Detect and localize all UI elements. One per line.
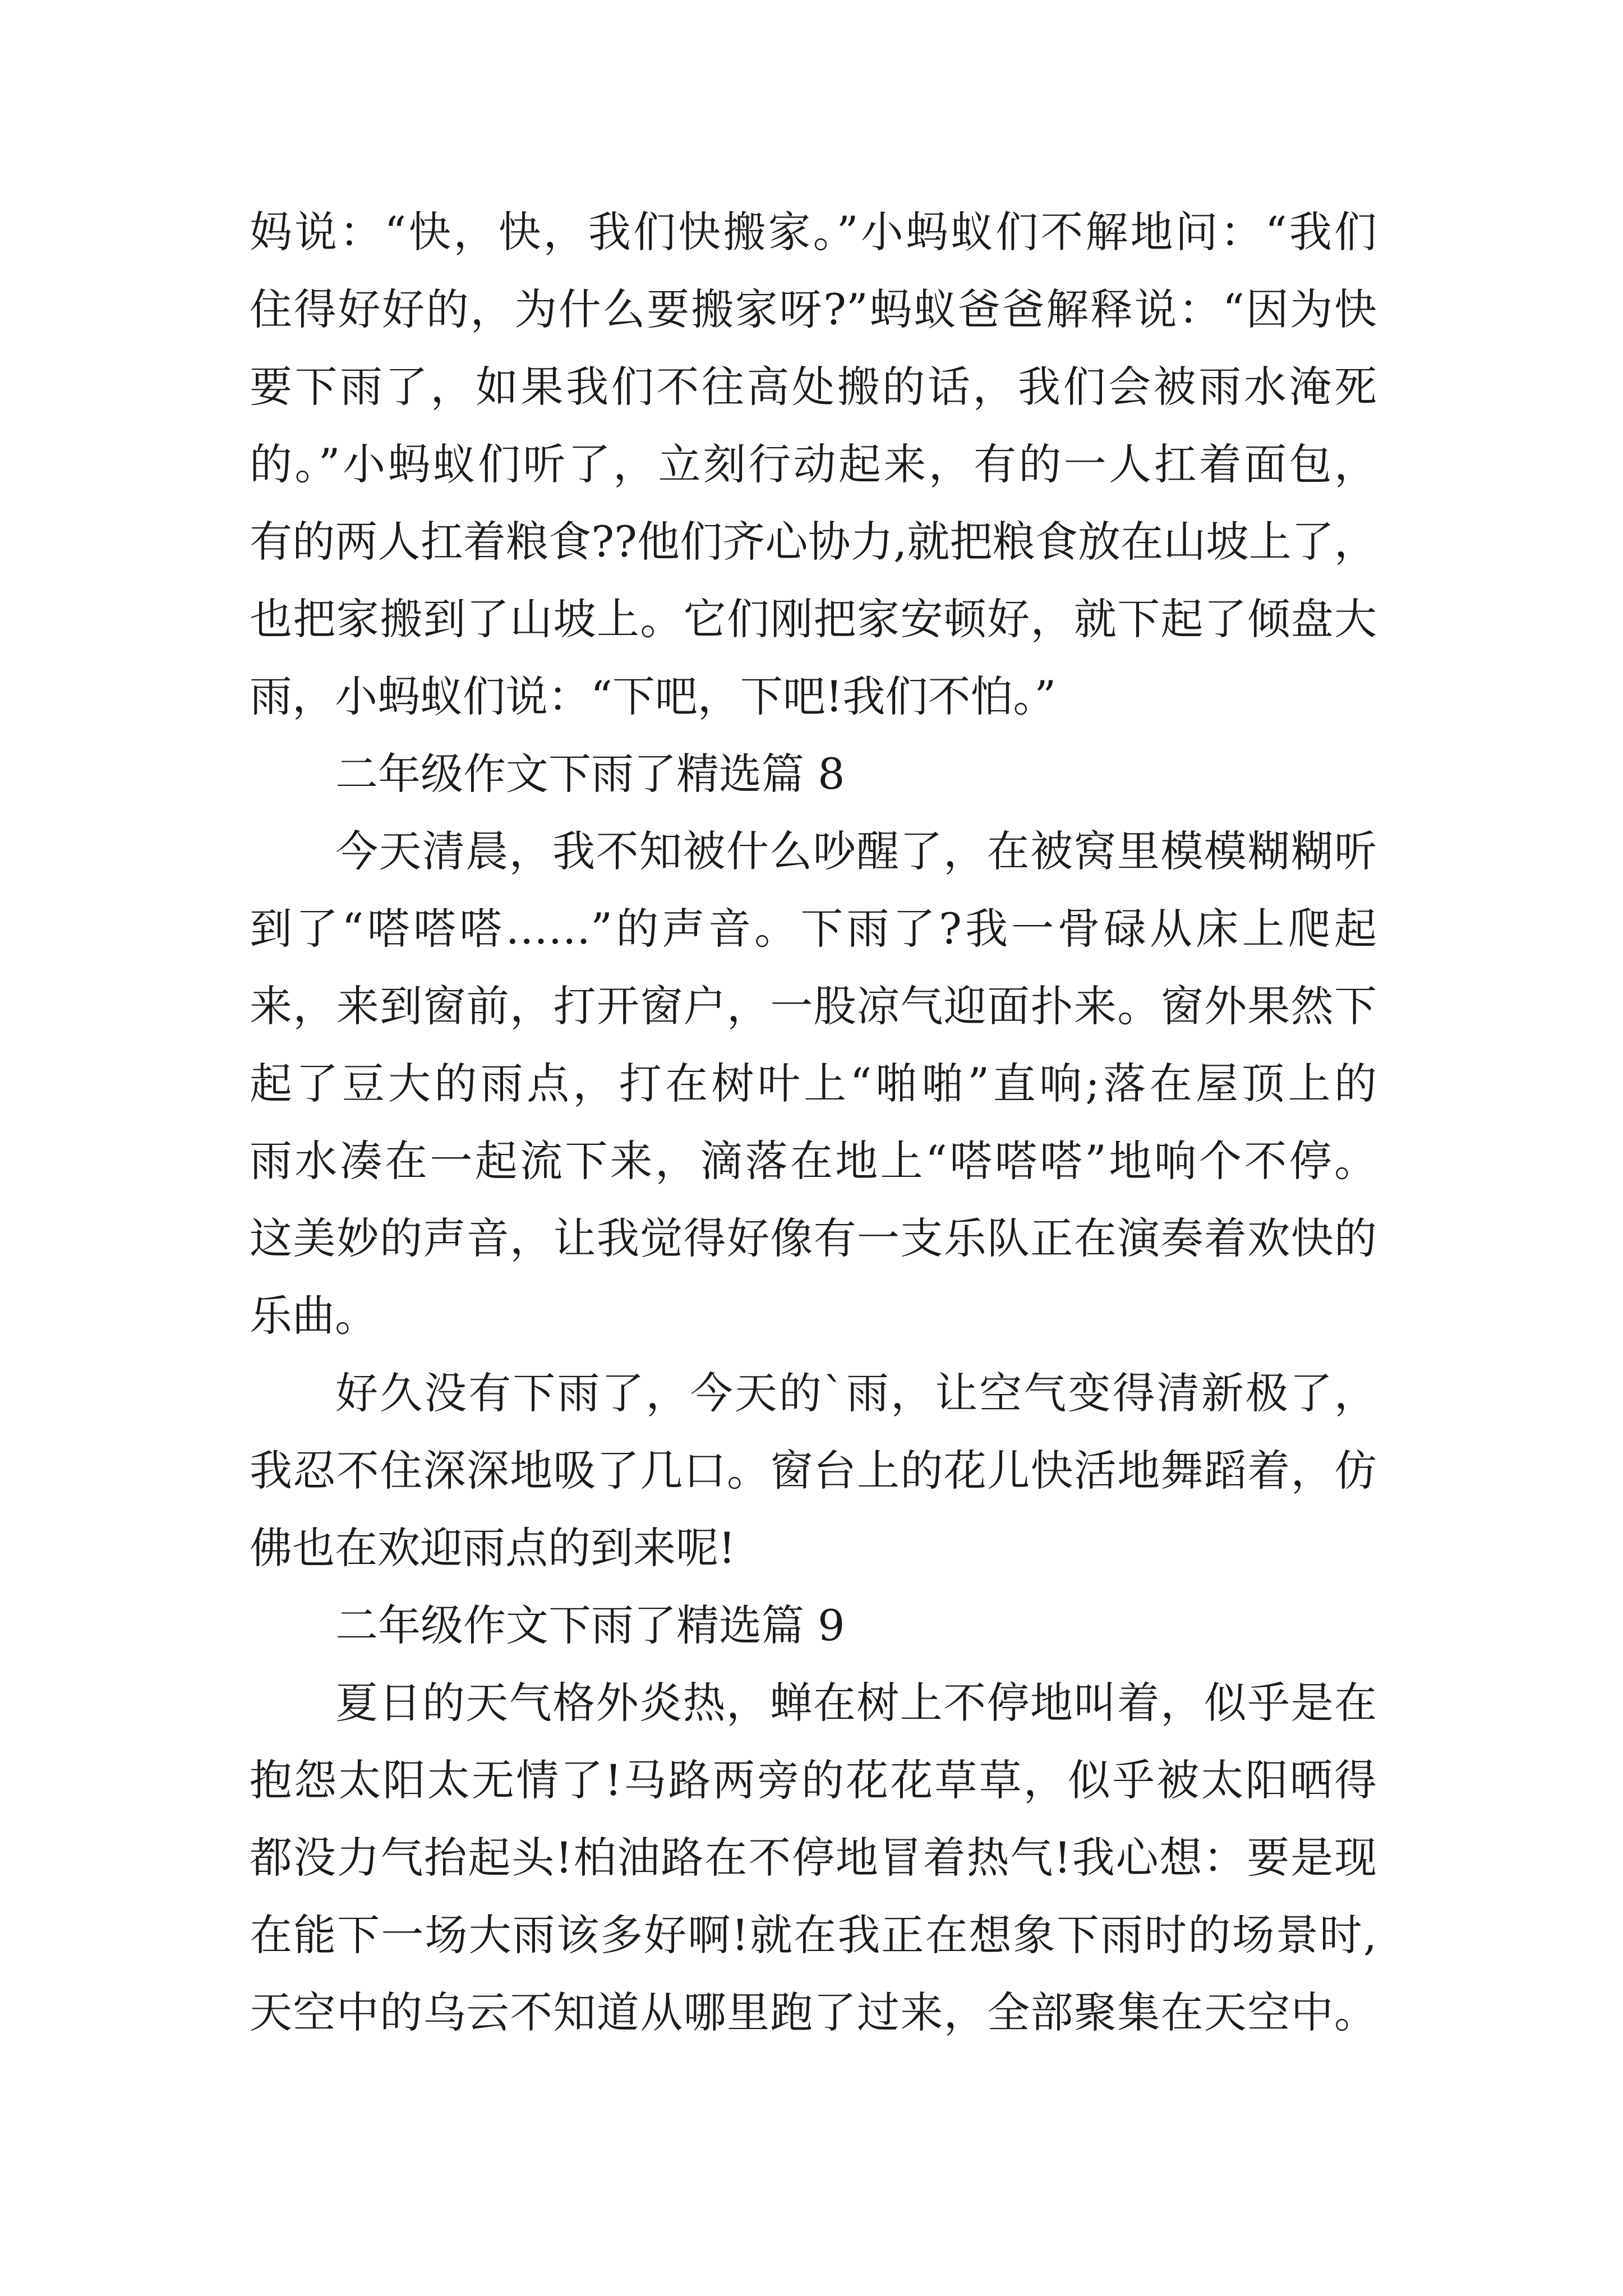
text-line: 抱怨太阳太无情了!马路两旁的花花草草，似乎被太阳晒得 xyxy=(250,1755,1377,1805)
text-line: 今天清晨，我不知被什么吵醒了，在被窝里模模糊糊听 xyxy=(335,826,1377,876)
text-line: 也把家搬到了山坡上。它们刚把家安顿好，就下起了倾盘大 xyxy=(250,594,1377,644)
text-line: 起了豆大的雨点，打在树叶上“啪啪”直响;落在屋顶上的 xyxy=(250,1059,1377,1108)
text-line: 雨水凑在一起流下来，滴落在地上“嗒嗒嗒”地响个不停。 xyxy=(250,1136,1377,1186)
text-line: 来，来到窗前，打开窗户，一股凉气迎面扑来。窗外果然下 xyxy=(250,981,1377,1031)
text-line: 住得好好的，为什么要搬家呀?”蚂蚁爸爸解释说：“因为快 xyxy=(250,284,1377,334)
text-line: 要下雨了，如果我们不往高处搬的话，我们会被雨水淹死 xyxy=(250,362,1377,412)
section-heading: 二年级作文下雨了精选篇 8 xyxy=(335,749,845,799)
text-line: 雨，小蚂蚁们说：“下吧，下吧!我们不怕。” xyxy=(250,671,1057,721)
text-line: 佛也在欢迎雨点的到来呢! xyxy=(250,1523,736,1573)
text-line: 我忍不住深深地吸了几口。窗台上的花儿快活地舞蹈着，仿 xyxy=(250,1446,1377,1496)
text-line: 到了“嗒嗒嗒……”的声音。下雨了?我一骨碌从床上爬起 xyxy=(250,904,1377,954)
text-line: 好久没有下雨了，今天的`雨，让空气变得清新极了， xyxy=(335,1368,1377,1418)
text-line: 在能下一场大雨该多好啊!就在我正在想象下雨时的场景时, xyxy=(250,1910,1377,1960)
section-heading: 二年级作文下雨了精选篇 9 xyxy=(335,1600,845,1650)
text-line: 这美妙的声音，让我觉得好像有一支乐队正在演奏着欢快的 xyxy=(250,1213,1377,1263)
text-line: 都没力气抬起头!柏油路在不停地冒着热气!我心想：要是现 xyxy=(250,1833,1377,1883)
text-line: 乐曲。 xyxy=(250,1291,377,1341)
text-line: 夏日的天气格外炎热，蝉在树上不停地叫着，似乎是在 xyxy=(335,1678,1377,1728)
text-line: 妈说：“快，快，我们快搬家。”小蚂蚁们不解地问：“我们 xyxy=(250,207,1377,257)
text-line: 的。”小蚂蚁们听了，立刻行动起来，有的一人扛着面包， xyxy=(250,439,1377,489)
text-line: 有的两人扛着粮食??他们齐心协力,就把粮食放在山坡上了， xyxy=(250,517,1377,567)
text-line: 天空中的乌云不知道从哪里跑了过来，全部聚集在天空中。 xyxy=(250,1987,1377,2037)
